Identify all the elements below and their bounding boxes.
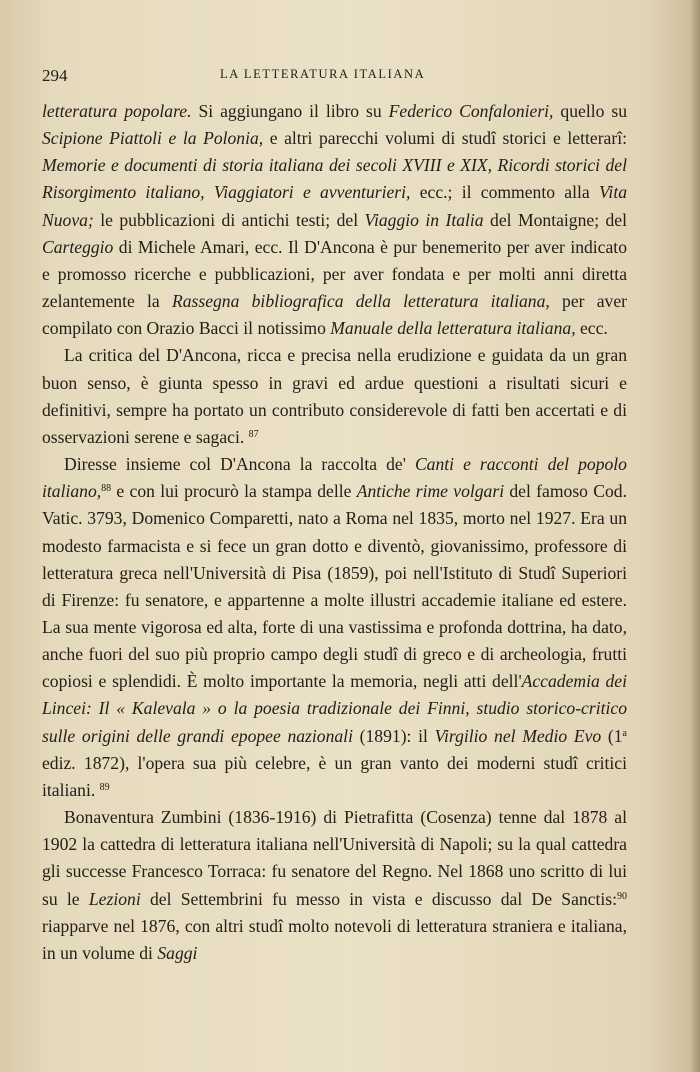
footnote-marker: 88 — [101, 483, 112, 495]
italic-title: Virgilio nel Medio Evo — [434, 725, 602, 746]
footnote-marker: 87 — [248, 428, 259, 440]
text-run: Bonaventura Zumbini (1836-1916) di Pietrafitta (Cosenza) tenne dal 1878 al 1902 la cattedra di letteratura italiana nell'Università di Napoli; su la qual cattedra gli successe Francesco Torraca: fu senatore del Regno. Nel 1868 uno scritto di lui su le — [42, 807, 627, 909]
running-title: LA LETTERATURA ITALIANA — [220, 67, 426, 81]
text-run: Si aggiungano il libro su — [191, 101, 389, 121]
page-edge-shadow — [690, 0, 700, 1072]
italic-title: Carteggio — [42, 236, 114, 257]
text-run: (1 — [601, 725, 623, 746]
text-run: del famoso Cod. Vatic. 3793, Domenico Comparetti, nato a Roma nel 1835, morto nel 1927. Era un modesto farmacista e si fece un gran dotto e diventò, giovanissimo, professore di letteratura greca nell'Università di Pisa (1859), poi nell'Istituto di Studî Superiori di Firenze: fu senatore, e appartenne a molte illustri accademie italiane ed estere. La sua mente vigorosa ed alta, forte di una vastissima e profonda dottrina, ha dato, anche fuori del suo più proprio campo degli studî di greco e di archeologia, frutti copiosi e splendidi. È molto importante la memoria, negli atti dell' — [42, 481, 627, 692]
text-run: ecc.; il commento alla — [410, 182, 599, 203]
paragraph — [42, 451, 627, 804]
italic-title: Vita Nuova; — [42, 182, 627, 230]
body-text — [42, 98, 627, 967]
text-run: di Michele Amari, ecc. Il D'Ancona è pur benemerito per aver indicato e promosso ricerche e pubblicazioni, per aver fondata e per molti anni diretta zelantemente la — [42, 236, 627, 312]
text-run: (1891): il — [352, 725, 435, 746]
page-number: 294 — [42, 66, 68, 85]
text-run: del Montaigne; del — [483, 209, 627, 230]
italic-title: Memorie e documenti di storia italiana dei secoli XVIII e XIX, Ricordi storici del Risorgimento italiano, Viaggiatori e avventurieri, — [42, 155, 627, 203]
footnote-marker: 89 — [99, 781, 110, 793]
italic-title: Scipione Piattoli e la Polonia, — [42, 128, 264, 149]
text-run: e altri parecchi volumi di studî storici e letterarî: — [263, 128, 627, 149]
text-run: ecc. — [575, 318, 608, 339]
page-header — [42, 66, 627, 88]
text-run: per aver compilato con Orazio Bacci il notissimo — [42, 291, 628, 339]
italic-title: Rassegna bibliografica della letteratura italiana, — [171, 291, 550, 312]
italic-title: letteratura popolare. — [42, 101, 192, 121]
paragraph — [42, 342, 627, 451]
italic-title: Accademia dei Lincei: Il « Kalevala » o la poesia tradizionale dei Finni, studio storico-critico sulle origini delle grandi epopee nazionali — [42, 671, 627, 746]
text-run: La critica del D'Ancona, ricca e precisa nella erudizione e guidata da un gran buon senso, è giunta spesso in gravi ed ardue questioni a risultati sicuri e definitivi, sempre ha portato un contributo considerevole di fatti ben accertati e di osservazioni serene e sagaci. — [42, 345, 627, 447]
italic-title: Canti e racconti del popolo italiano, — [42, 454, 627, 502]
text-run: riapparve nel 1876, con altri studî molto notevoli di letteratura straniera e italiana, in un volume di — [42, 915, 627, 963]
paragraph — [42, 804, 627, 967]
italic-title: Saggi — [157, 942, 198, 963]
text-run: le pubblicazioni di antichi testi; del — [93, 209, 365, 230]
text-run: Diresse insieme col D'Ancona la raccolta de' — [64, 454, 415, 475]
paragraph — [42, 98, 627, 342]
text-run: ediz. 1872), l'opera sua più celebre, è un gran vanto dei moderni studî critici italiani. — [42, 752, 627, 800]
italic-title: Lezioni — [88, 888, 141, 909]
superscript: a — [622, 727, 627, 739]
text-run: quello su — [553, 101, 628, 121]
text-run: e con lui procurò la stampa delle — [111, 481, 357, 502]
footnote-marker: 90 — [617, 890, 627, 902]
italic-title: Federico Confalonieri, — [388, 101, 554, 121]
italic-title: Manuale della letteratura italiana, — [330, 318, 576, 339]
text-run: del Settembrini fu messo in vista e discusso dal De Sanctis: — [140, 888, 617, 909]
italic-title: Viaggio in Italia — [364, 209, 484, 230]
italic-title: Antiche rime volgari — [356, 481, 505, 502]
